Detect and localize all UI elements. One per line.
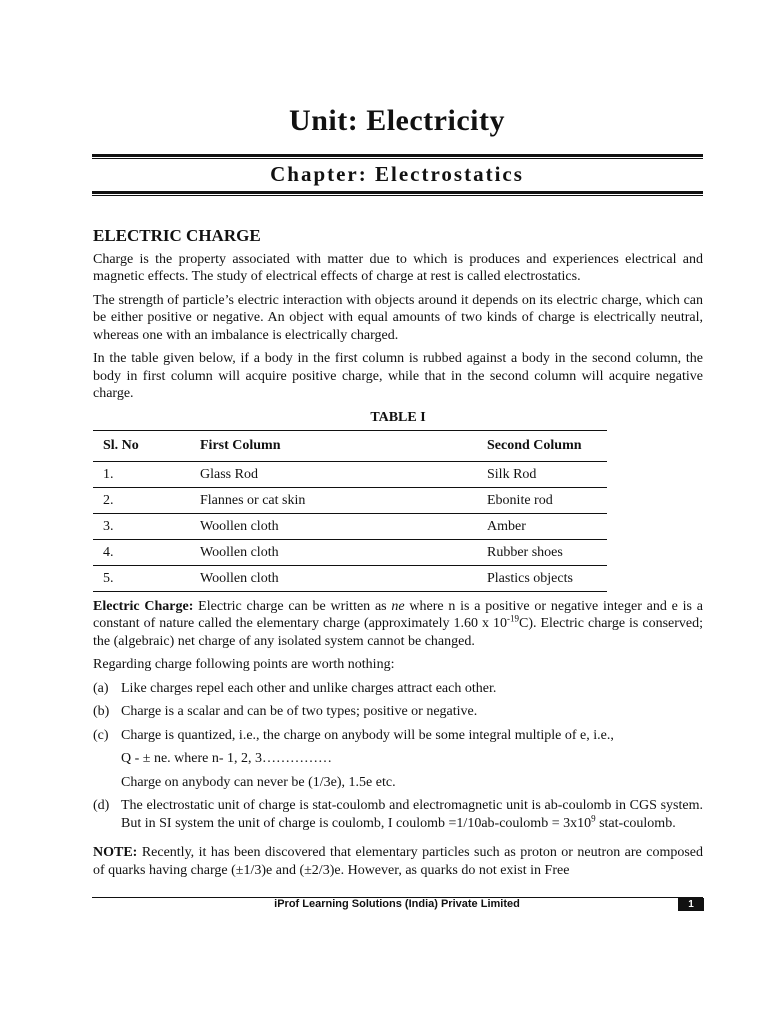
table-caption: TABLE I: [370, 409, 426, 425]
list-item: [93, 797, 703, 832]
table-row: [93, 487, 607, 513]
table-cell: Silk Rod: [477, 461, 607, 487]
list-item: [93, 680, 703, 698]
table-cell: Flannes or cat skin: [190, 487, 477, 513]
table-row: [93, 461, 607, 487]
list-text: [121, 797, 703, 832]
table-cell: Amber: [477, 513, 607, 539]
table-cell: 5.: [93, 565, 190, 591]
list-subline: Q - ± ne. where n- 1, 2, 3……………: [121, 751, 333, 766]
list-text: Charge is a scalar and can be of two types; positive or negative.: [121, 704, 478, 719]
table-row: [93, 513, 607, 539]
table-cell: Rubber shoes: [477, 539, 607, 565]
title-rule-top: [92, 154, 703, 157]
table-cell: Glass Rod: [190, 461, 477, 487]
table-cell: 2.: [93, 487, 190, 513]
table-cell: Ebonite rod: [477, 487, 607, 513]
table-cell: Woollen cloth: [190, 513, 477, 539]
footer-company: iProf Learning Solutions (India) Private Limited: [274, 898, 520, 910]
paragraph: Charge is the property associated with matter due to which is produces and experiences electrical and magnetic effects. The study of electrical effects of charge at rest is called electrostatics.: [93, 251, 703, 284]
main-content: [93, 227, 703, 885]
table-header-row: [93, 431, 607, 462]
text-span: Electric charge can be written as: [193, 598, 392, 614]
table-cell: 4.: [93, 539, 190, 565]
list-text: Charge is quantized, i.e., the charge on anybody will be some integral multiple of e, i.e.,: [121, 727, 614, 743]
table-cell: 3.: [93, 513, 190, 539]
table-cell: Plastics objects: [477, 565, 607, 591]
table-row: [93, 539, 607, 565]
unit-title: Unit: Electricity: [289, 104, 505, 137]
text-span: C). Electric charge is conserved; the (algebraic) net charge of any isolated system cannot be changed.: [93, 616, 703, 649]
text-span: where n is a positive or negative integer and e is a constant of nature called the elementary charge (approximately 1.60 x 10: [93, 598, 703, 631]
note-label: NOTE:: [93, 845, 138, 860]
list-label: (d): [93, 798, 110, 813]
paragraph: In the table given below, if a body in the first column is rubbed against a body in the second column, the body in first column will acquire positive charge, while that in the second column will acquire negative charge.: [93, 351, 703, 401]
list-label: (b): [93, 704, 110, 719]
section-heading: ELECTRIC CHARGE: [93, 226, 261, 245]
text-span: Recently, it has been discovered that elementary particles such as proton or neutron are composed of quarks having charge (±1/3)e and (±2/3)e. However, as quarks do not exist in Free: [93, 845, 703, 878]
ne-term: ne: [391, 598, 405, 614]
points-list: [93, 680, 703, 833]
electric-charge-paragraph: [93, 598, 703, 651]
text-span: The electrostatic unit of charge is stat-coulomb and electromagnetic unit is ab-coulomb in CGS system. But in SI system the unit of charge is coulomb, I coulomb =1/10ab-coulomb = 3x10: [121, 798, 703, 831]
exponent: 9: [591, 812, 596, 823]
list-subline: Charge on anybody can never be (1/3e), 1.5e etc.: [121, 774, 396, 790]
table-header-cell: First Column: [190, 431, 477, 462]
list-label: (c): [93, 727, 109, 743]
exponent: -19: [506, 613, 519, 624]
table-cell: 1.: [93, 461, 190, 487]
note-paragraph: [93, 844, 703, 879]
list-label: (a): [93, 680, 109, 696]
table-header-cell: Sl. No: [93, 431, 190, 462]
electric-charge-label: Electric Charge:: [93, 598, 194, 614]
table-cell: Woollen cloth: [190, 539, 477, 565]
title-rule-bottom-thin: [92, 195, 703, 196]
title-rule-top-thin: [92, 158, 703, 159]
list-text: Like charges repel each other and unlike charges attract each other.: [121, 680, 497, 696]
paragraph: The strength of particle’s electric interaction with objects around it depends on its electric charge, which can be either positive or negative. An object with equal amounts of two kinds of charge is electrically neutral, whereas one with an imbalance is electrically charged.: [93, 292, 703, 343]
list-item: [93, 703, 703, 721]
table-cell: Woollen cloth: [190, 565, 477, 591]
regarding-paragraph: Regarding charge following points are worth nothing:: [93, 657, 395, 672]
text-span: stat-coulomb.: [595, 815, 676, 831]
page-number: 1: [678, 898, 704, 911]
charge-table: [93, 430, 607, 592]
chapter-title: Chapter: Electrostatics: [270, 162, 524, 186]
table-row: [93, 565, 607, 591]
list-item: [93, 727, 703, 745]
table-header-cell: Second Column: [477, 431, 607, 462]
title-rule-bottom: [92, 191, 703, 194]
